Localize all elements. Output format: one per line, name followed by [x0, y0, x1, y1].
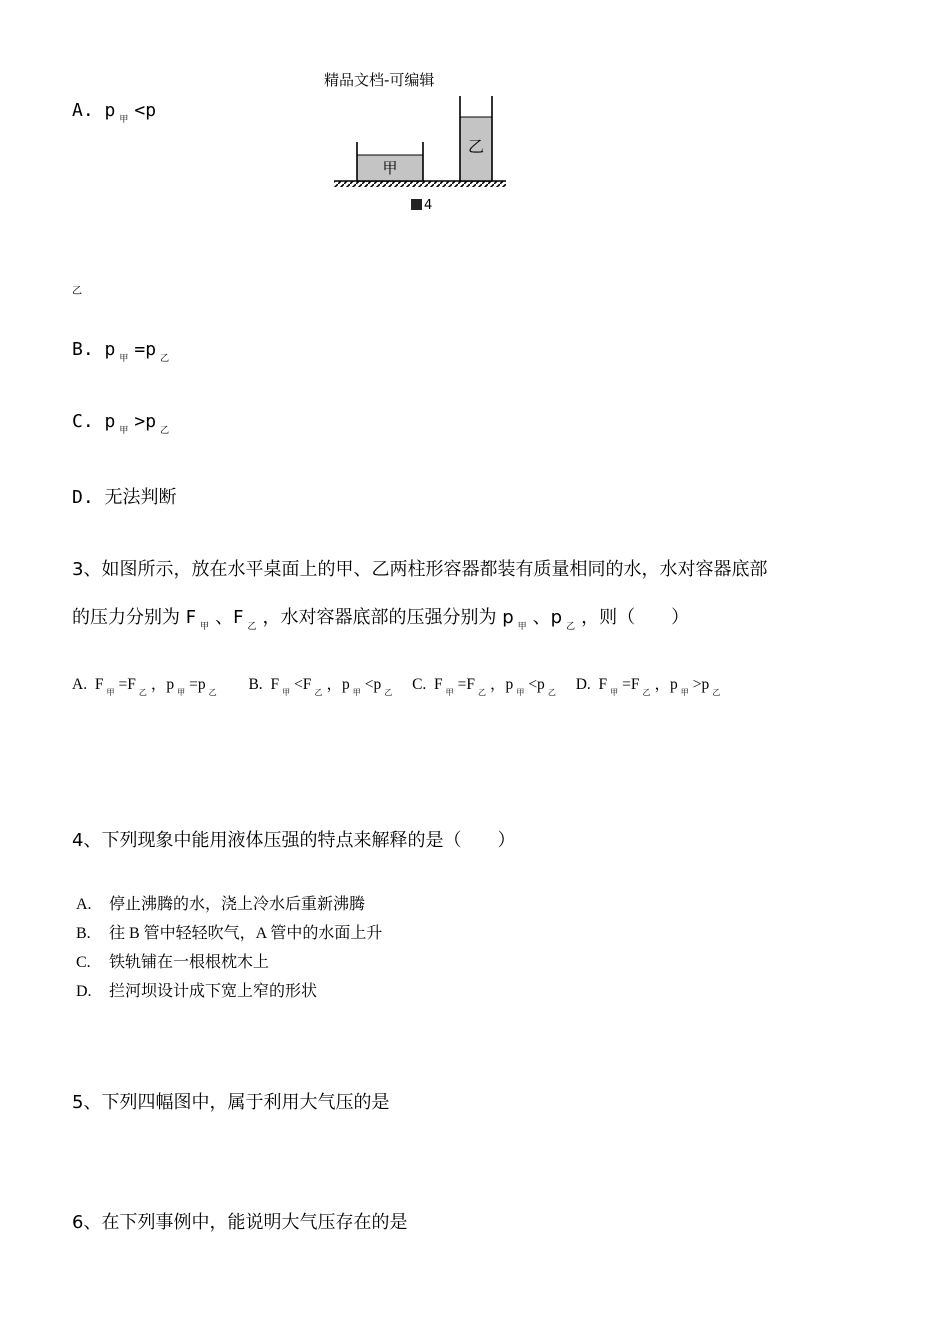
subscript-yi: 乙 [160, 426, 170, 436]
text: =F [457, 676, 476, 693]
option-text: 停止沸腾的水，浇上冷水后重新沸腾 [109, 896, 366, 913]
figure-caption-number: 4 [424, 198, 433, 213]
q3-options-row [72, 672, 724, 697]
subscript-jia: 甲 [106, 688, 115, 697]
subscript-jia: 甲 [516, 688, 525, 697]
text: <F [294, 676, 312, 693]
text: >p [692, 676, 710, 693]
subscript-jia: 甲 [282, 688, 291, 697]
text: =F [118, 676, 136, 693]
option-letter: D. [575, 676, 591, 693]
subscript-yi: 乙 [712, 688, 721, 697]
q2-option-a-tail: 乙 [72, 286, 82, 297]
text: F [434, 676, 443, 693]
figure-caption [411, 198, 432, 213]
figure-4 [332, 94, 508, 188]
subscript-yi: 乙 [208, 688, 217, 697]
q4-option-b [76, 920, 382, 943]
text: =F [622, 676, 640, 693]
text: F [270, 676, 280, 693]
text: 的压力分别为 F [72, 607, 197, 628]
option-letter: B. [248, 676, 263, 693]
text: F [94, 676, 104, 693]
figure-caption-glyph [411, 199, 422, 210]
symbol-p: p [104, 100, 116, 121]
subscript-jia: 甲 [610, 688, 619, 697]
q4-option-c [76, 949, 269, 972]
text: ，则（ ） [581, 607, 690, 628]
q2-option-d [72, 483, 177, 509]
option-letter: A. [76, 896, 92, 913]
q2-option-a [72, 100, 157, 125]
text: F [598, 676, 608, 693]
label-jia: 甲 [382, 159, 398, 177]
option-letter: D. [72, 487, 94, 508]
option-letter: B. [76, 925, 91, 942]
text: 、p [532, 607, 563, 628]
header-watermark: 精品文档-可编辑 [324, 71, 435, 89]
option-letter: D. [76, 983, 92, 1000]
q2-option-c [72, 411, 175, 436]
subscript-yi: 乙 [566, 622, 576, 632]
q4-option-d [76, 978, 317, 1001]
option-letter: A. [72, 100, 94, 121]
q3-option-c [412, 676, 564, 697]
subscript-jia: 甲 [177, 688, 186, 697]
q4-stem: 4、下列现象中能用液体压强的特点来解释的是（ ） [72, 830, 516, 851]
q4-option-a [76, 891, 365, 914]
q3-option-b [248, 676, 400, 697]
option-letter: B. [72, 339, 94, 360]
q3-option-a [72, 676, 224, 697]
option-text: 往 B 管中轻轻吹气，A 管中的水面上升 [109, 925, 383, 942]
option-letter: A. [72, 676, 88, 693]
text: <p [364, 676, 382, 693]
text: =p [189, 676, 206, 693]
option-text: 无法判断 [104, 487, 177, 508]
subscript-yi: 乙 [138, 688, 147, 697]
text: ，p [654, 676, 678, 693]
subscript-yi: 乙 [384, 688, 393, 697]
container-diagram [332, 94, 508, 188]
option-text: 拦河坝设计成下宽上窄的形状 [109, 983, 318, 1000]
option-text: 铁轨铺在一根根枕木上 [109, 954, 270, 971]
subscript-jia: 甲 [119, 426, 129, 436]
option-letter: C. [76, 954, 91, 971]
text: 、F [215, 607, 244, 628]
text: ，p [490, 676, 514, 693]
q3-stem-line1: 3、如图所示，放在水平桌面上的甲、乙两柱形容器都装有质量相同的水，水对容器底部 [72, 559, 768, 580]
subscript-yi: 乙 [247, 622, 257, 632]
subscript-yi: 乙 [642, 688, 651, 697]
subscript-jia: 甲 [680, 688, 689, 697]
subscript-yi: 乙 [547, 688, 556, 697]
q3-option-d [575, 676, 725, 697]
operator: >p [134, 411, 157, 432]
option-letter: C. [72, 411, 94, 432]
label-yi: 乙 [467, 137, 485, 156]
operator: <p [134, 100, 157, 121]
subscript-jia: 甲 [119, 115, 129, 125]
subscript-yi: 乙 [314, 688, 323, 697]
q2-option-b [72, 339, 175, 364]
subscript-yi: 乙 [160, 354, 170, 364]
q6-stem: 6、在下列事例中，能说明大气压存在的是 [72, 1212, 408, 1233]
operator: =p [134, 339, 157, 360]
text: ，p [150, 676, 175, 693]
subscript-jia: 甲 [445, 688, 454, 697]
subscript-jia: 甲 [200, 622, 210, 632]
subscript-yi: 乙 [478, 688, 487, 697]
symbol-p: p [104, 411, 116, 432]
q3-stem-line2 [72, 603, 690, 632]
option-letter: C. [412, 676, 427, 693]
text: ，水对容器底部的压强分别为 p [262, 607, 514, 628]
table-surface [334, 181, 506, 187]
q5-stem: 5、下列四幅图中，属于利用大气压的是 [72, 1092, 390, 1113]
subscript-jia: 甲 [517, 622, 527, 632]
text: ，p [326, 676, 350, 693]
symbol-p: p [104, 339, 116, 360]
subscript-jia: 甲 [352, 688, 361, 697]
text: <p [528, 676, 545, 693]
subscript-jia: 甲 [119, 354, 129, 364]
